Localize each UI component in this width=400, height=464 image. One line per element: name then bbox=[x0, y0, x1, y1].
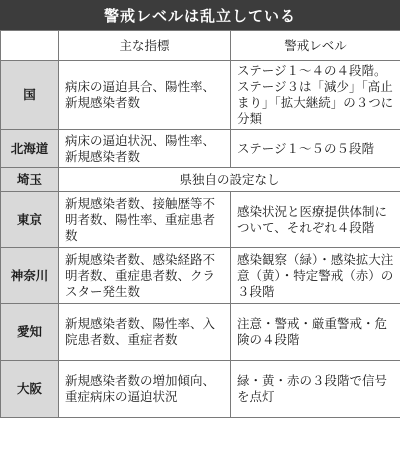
levels-cell: ステージ１～４の４段階。ステージ３は「減少」「高止まり」「拡大継続」の３つに分類 bbox=[231, 61, 400, 130]
region-cell: 東京 bbox=[1, 192, 59, 248]
header-levels: 警戒レベル bbox=[231, 31, 400, 61]
levels-cell: ステージ１～５の５段階 bbox=[231, 130, 400, 168]
table-row bbox=[1, 192, 400, 248]
table-row bbox=[1, 168, 400, 192]
alert-level-table bbox=[0, 30, 400, 418]
header-indicators: 主な指標 bbox=[59, 31, 231, 61]
region-cell: 愛知 bbox=[1, 304, 59, 361]
table-title: 警戒レベルは乱立している bbox=[0, 0, 400, 30]
region-cell: 北海道 bbox=[1, 130, 59, 168]
levels-cell: 緑・黄・赤の３段階で信号を点灯 bbox=[231, 361, 400, 418]
table-row bbox=[1, 61, 400, 130]
merged-cell: 県独自の設定なし bbox=[59, 168, 400, 192]
header-row bbox=[1, 31, 400, 61]
indicators-cell: 病床の逼迫状況、陽性率、新規感染者数 bbox=[59, 130, 231, 168]
table-row bbox=[1, 248, 400, 304]
levels-cell: 感染観察（緑）・感染拡大注意（黄）・特定警戒（赤）の３段階 bbox=[231, 248, 400, 304]
region-cell: 埼玉 bbox=[1, 168, 59, 192]
indicators-cell: 病床の逼迫具合、陽性率、新規感染者数 bbox=[59, 61, 231, 130]
header-region bbox=[1, 31, 59, 61]
levels-cell: 感染状況と医療提供体制について、それぞれ４段階 bbox=[231, 192, 400, 248]
indicators-cell: 新規感染者数の増加傾向、重症病床の逼迫状況 bbox=[59, 361, 231, 418]
indicators-cell: 新規感染者数、感染経路不明者数、重症患者数、クラスター発生数 bbox=[59, 248, 231, 304]
levels-cell: 注意・警戒・厳重警戒・危険の４段階 bbox=[231, 304, 400, 361]
table-row bbox=[1, 361, 400, 418]
region-cell: 神奈川 bbox=[1, 248, 59, 304]
table-row bbox=[1, 304, 400, 361]
region-cell: 大阪 bbox=[1, 361, 59, 418]
indicators-cell: 新規感染者数、接触歴等不明者数、陽性率、重症患者数 bbox=[59, 192, 231, 248]
indicators-cell: 新規感染者数、陽性率、入院患者数、重症者数 bbox=[59, 304, 231, 361]
table-row bbox=[1, 130, 400, 168]
region-cell: 国 bbox=[1, 61, 59, 130]
